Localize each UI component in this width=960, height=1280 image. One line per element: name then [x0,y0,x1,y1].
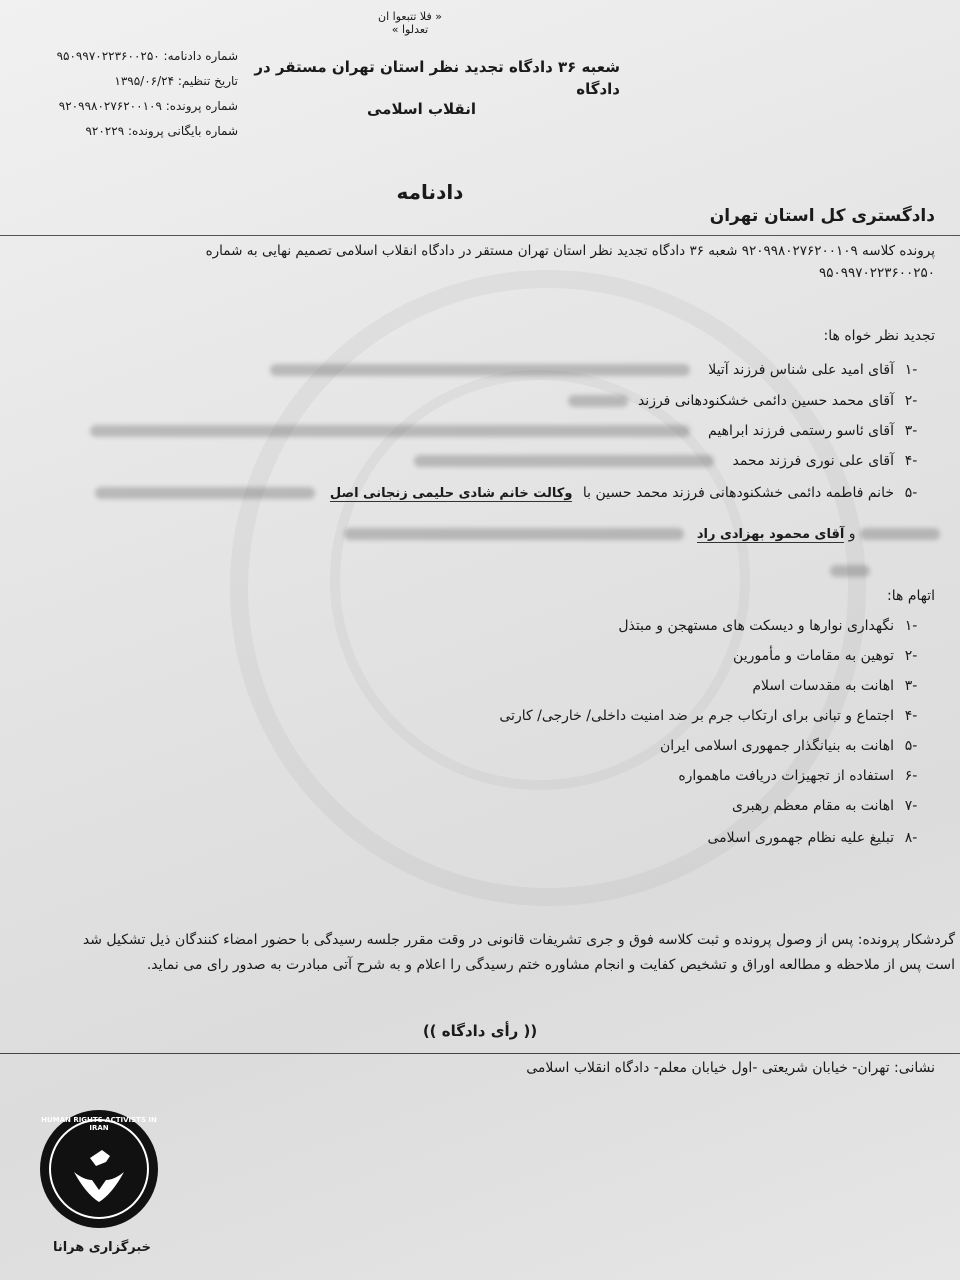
issue-date: تاریخ تنظیم: ۱۳۹۵/۰۶/۲۴ [114,74,238,88]
charge-text: استفاده از تجهیزات دریافت ماهمواره [678,768,894,784]
appellant-item [95,485,920,501]
case-line-2: ۹۵۰۹۹۷۰۲۲۳۶۰۰۲۵۰ [818,265,935,281]
appellant-name: آقای ئاسو رستمی فرزند ابراهیم [708,423,894,439]
appellant-name: آقای امید علی شناس فرزند آتیلا [708,362,894,378]
charge-item [499,708,920,724]
charges-heading: اتهام ها: [887,588,935,604]
charge-text: اهانت به مقدسات اسلام [752,678,894,694]
charge-text: اهانت به مقام معظم رهبری [731,798,894,814]
item-number: -۳ [904,423,918,439]
redacted-fragment [830,560,870,579]
lawyer-joiner: و [848,526,856,542]
item-number: -۸ [904,830,918,846]
court-name: دادگستری کل استان تهران [709,206,935,226]
appellant-name: آقای علی نوری فرزند محمد [732,453,894,469]
item-number: -۵ [904,485,918,501]
charge-item [618,618,920,634]
footer-divider [0,1053,960,1054]
appellant-name: آقای محمد حسین دائمی خشکنودهانی فرزند [637,393,894,409]
charge-item [707,830,920,846]
appellant-item [90,423,920,439]
appellant-item [568,393,921,409]
case-proceedings [0,928,955,978]
appellant-item [270,362,920,378]
charge-item [660,738,920,754]
item-number: -۶ [904,768,918,784]
header-divider [0,235,960,236]
item-number: -۱ [904,618,918,634]
case-summary [0,240,935,284]
lawyer-name-2: آقای محمود بهزادی راد [696,527,845,542]
charge-item [678,768,920,784]
agency-caption: خبرگزاری هرانا [52,1240,152,1255]
redacted-text [830,565,870,577]
charge-item [732,798,920,814]
verdict-heading: (( رأی دادگاه )) [422,1022,538,1040]
case-number: شماره پرونده: ۹۲۰۹۹۸۰۲۷۶۲۰۰۱۰۹ [58,99,238,113]
document-title: دادنامه [396,180,464,204]
logo-ring-text: HUMAN RIGHTS ACTIVISTS IN IRAN [41,1116,157,1132]
redacted-text [90,425,690,437]
lawyer-name: وکالت خانم شادی حلیمی زنجانی اصل [329,486,573,501]
proceedings-line-1: گردشکار پرونده: پس از وصول پرونده و ثبت کلاسه فوق و جری تشریفات قانونی در وقت مقرر جلسه رسیدگی با حضور امضاء کنندگان ذیل تشکیل شد [82,932,955,948]
hrana-logo [40,1110,158,1228]
charge-item [733,648,920,664]
appellant-name: خانم فاطمه دائمی خشکنودهانی فرزند محمد حسین با [582,485,894,501]
charge-text: توهین به مقامات و مأمورین [733,648,894,664]
item-number: -۲ [904,648,918,664]
branch-heading-line2: انقلاب اسلامی [367,100,476,118]
item-number: -۴ [904,453,918,469]
proceedings-line-2: است پس از ملاحظه و مطالعه اوراق و تشخیص کفایت و انجام مشاوره ختم رسیدگی را اعلام و به شرح آتی مبادرت به صدور رای می نماید. [146,957,955,973]
redacted-text [344,528,684,540]
charge-text: اهانت به بنیانگذار جمهوری اسلامی ایران [659,738,894,754]
item-number: -۴ [904,708,918,724]
appellant-continuation [344,526,940,542]
item-number: -۵ [904,738,918,754]
item-number: -۷ [904,798,918,814]
redacted-text [860,528,940,540]
charge-item [752,678,920,694]
case-line-1: پرونده کلاسه ۹۲۰۹۹۸۰۲۷۶۲۰۰۱۰۹ شعبه ۳۶ دادگاه تجدید نظر استان تهران مستقر در دادگاه انقلاب اسلامی تصمیم نهایی به شماره [205,243,935,259]
item-number: -۱ [904,362,918,378]
redacted-text [95,487,315,499]
top-quote: « فلا تتبعوا ان تعدلوا » [378,10,442,36]
charge-text: نگهداری نوارها و دیسکت های مستهجن و مبتذل [618,618,894,634]
redacted-text [414,455,714,467]
redacted-text [270,364,690,376]
appellant-item [414,453,920,469]
court-address: نشانی: تهران- خیابان شریعتی -اول خیابان معلم- دادگاه انقلاب اسلامی [526,1060,935,1076]
charge-text: اجتماع و تبانی برای ارتکاب جرم بر ضد امنیت داخلی/ خارجی/ کارتی [499,708,894,724]
item-number: -۳ [904,678,918,694]
verdict-number: شماره دادنامه: ۹۵۰۹۹۷۰۲۲۳۶۰۰۲۵۰ [56,49,238,63]
appellants-heading: تجدید نظر خواه ها: [823,328,935,344]
archive-number: شماره بایگانی پرونده: ۹۲۰۲۲۹ [85,124,238,138]
charge-text: تبلیغ علیه نظام جهموری اسلامی [707,830,894,846]
redacted-text [568,395,628,407]
case-metadata [18,44,238,144]
branch-heading: شعبه ۳۶ دادگاه تجدید نظر استان تهران مستقر در دادگاه [254,58,620,98]
item-number: -۲ [904,393,918,409]
